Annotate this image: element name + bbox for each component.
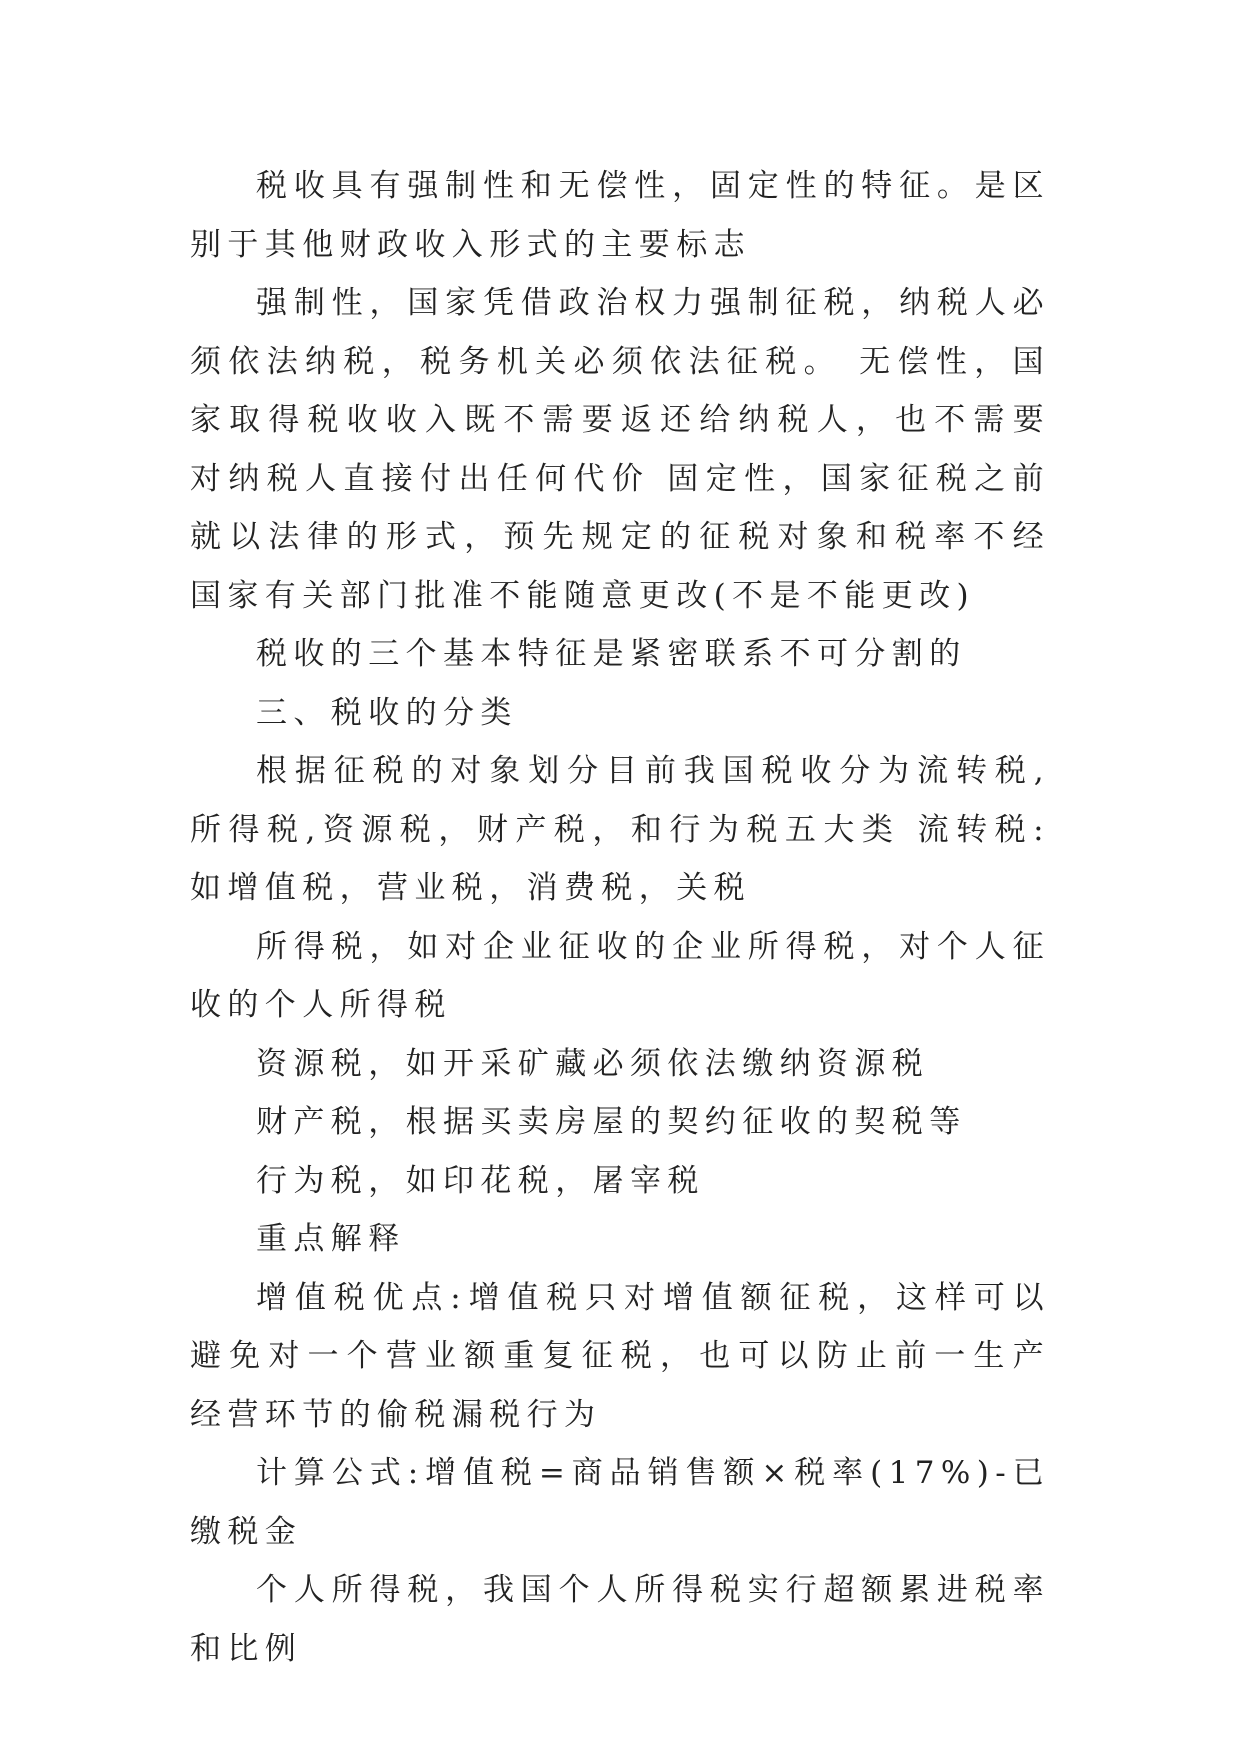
paragraph-vat-advantages: 增值税优点:增值税只对增值额征税，这样可以避免对一个营业额重复征税，也可以防止前一生产经营环节的偷税漏税行为 bbox=[190, 1279, 1050, 1433]
paragraph-characteristics-explained: 强制性，国家凭借政治权力强制征税，纳税人必须依法纳税，税务机关必须依法征税。 无偿性，国家取得税收收入既不需要返还给纳税人，也不需要对纳税人直接付出任何代价 固定性，国家征税之前就以法律的形式，预先规定的征税对象和税率不经国家有关部门批准不能随意更改(不是不能更改) bbox=[190, 285, 1050, 614]
section-heading-tax-classification: 三、税收的分类 bbox=[256, 694, 518, 731]
paragraph-personal-income-tax: 个人所得税，我国个人所得税实行超额累进税率和比例 bbox=[190, 1572, 1050, 1667]
paragraph-inseparable: 税收的三个基本特征是紧密联系不可分割的 bbox=[256, 636, 967, 672]
paragraph-resource-tax: 资源税，如开采矿藏必须依法缴纳资源税 bbox=[256, 1045, 930, 1082]
paragraph-income-tax: 所得税，如对企业征收的企业所得税，对个人征收的个人所得税 bbox=[190, 928, 1050, 1023]
paragraph-tax-characteristics: 税收具有强制性和无偿性，固定性的特征。是区别于其他财政收入形式的主要标志 bbox=[190, 168, 1050, 263]
paragraph-key-explanation: 重点解释 bbox=[256, 1221, 406, 1257]
document-body bbox=[190, 157, 1050, 1678]
paragraph-five-categories: 根据征税的对象划分目前我国税收分为流转税,所得税,资源税，财产税，和行为税五大类 流转税:如增值税，营业税，消费税，关税 bbox=[190, 753, 1050, 906]
paragraph-vat-formula: 计算公式:增值税=商品销售额×税率(17%)-已缴税金 bbox=[190, 1455, 1050, 1550]
paragraph-behavior-tax: 行为税，如印花税，屠宰税 bbox=[256, 1162, 705, 1199]
paragraph-property-tax: 财产税，根据买卖房屋的契约征收的契税等 bbox=[256, 1104, 967, 1140]
